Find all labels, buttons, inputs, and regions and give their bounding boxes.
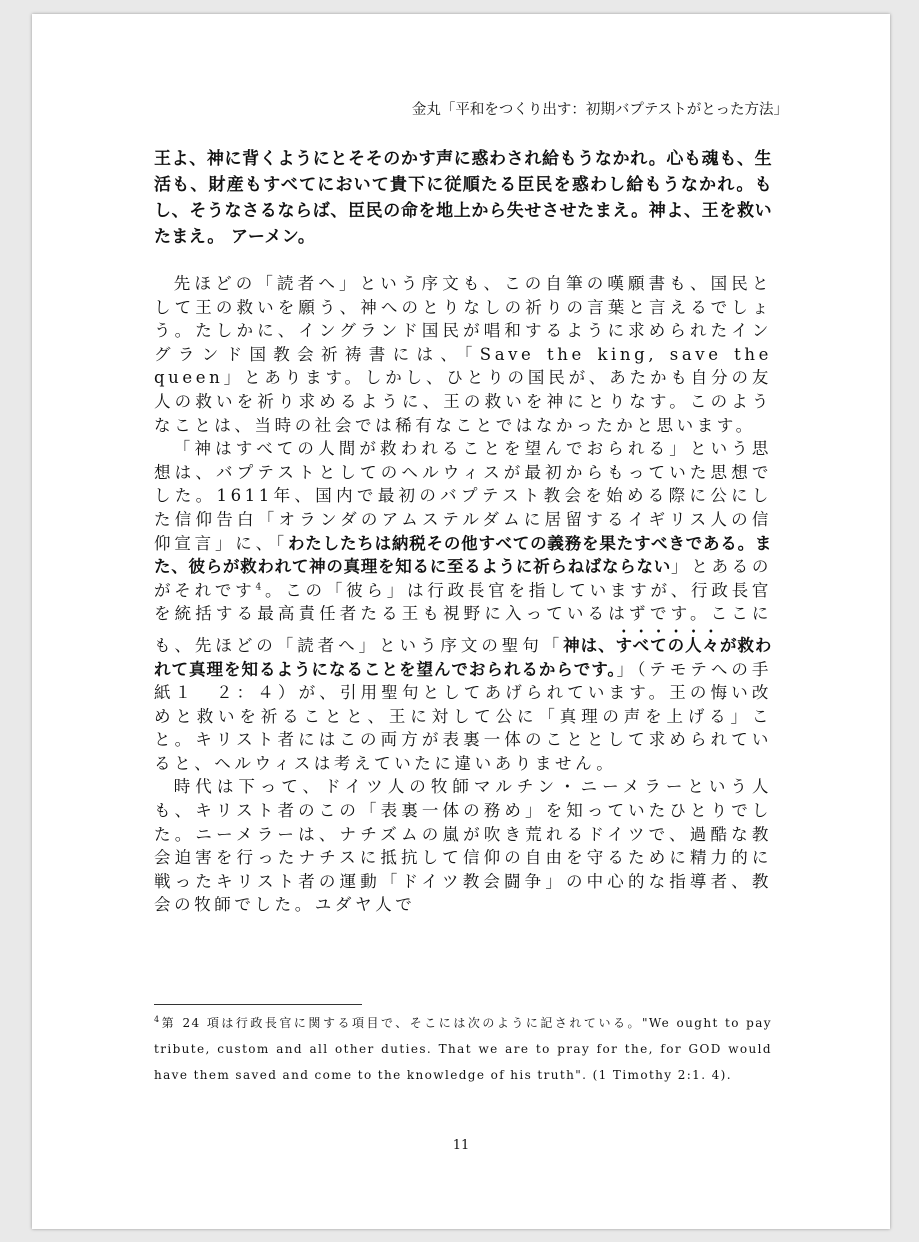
footnote-marker: 4 [154, 1015, 161, 1024]
scripture-quote-start: 神は、 [563, 635, 616, 655]
running-header: 金丸「平和をつくり出す：初期バプテストがとった方法」 [411, 102, 788, 118]
page-number: 11 [452, 1138, 470, 1153]
prayer-quote: 王よ、神に背くようにとそそのかす声に惑わされ給もうなかれ。心も魂も、生活も、財産もすべてにおいて貴下に従順たる臣民を惑わし給もうなかれ。もし、そうなさるならば、臣民の命を地上から失せさせたまえ。神よ、王を救いたまえ。 アーメン。 [154, 149, 772, 247]
document-page [32, 14, 890, 1229]
confession-quote: わたしたちは納税その他すべての義務を果たすべきである。また、彼らが救われて神の真理を知るに至るように祈らねばならない [154, 533, 773, 577]
scripture-quote-end: が救われて真理を知るようになることを望んでおられるからです。 [154, 635, 772, 679]
footnote-reference[interactable]: 4 [255, 582, 265, 593]
paragraph-2-text-b: 」とあるのがそれです [154, 557, 773, 600]
footnote [154, 1010, 772, 1088]
footnote-text: 第 24 項は行政長官に関する項目で、そこには次のように記されている。"We ought to pay tribute, custom and all other duties. That we are to pray for the, for GOD would have them saved and come to the knowledge of his truth". (1 Timothy 2:1. 4). [154, 1016, 772, 1082]
paragraph-3: 時代は下って、ドイツ人の牧師マルチン・ニーメラーという人も、キリスト者のこの「表裏一体の務め」を知っていたひとりでした。ニーメラーは、ナチズムの嵐が吹き荒れるドイツで、過酷な教会迫害を行ったナチスに抵抗して信仰の自由を守るために精力的に戦ったキリスト者の運動「ドイツ教会闘争」の中心的な指導者、教会の牧師でした。ユダヤ人で [154, 777, 772, 915]
main-body [154, 272, 772, 917]
paragraph-2-text-c: 。この「彼ら」は行政長官を指していますが、行政長官を統括する最高責任者たる王も視野に入っているはずです。ここにも、先ほどの「読者へ」という序文の聖句「 [154, 580, 773, 655]
paragraph-2-text-d: 」（テモテへの手紙１ ２：４）が、引用聖句としてあげられています。王の悔い改めと救いを祈ることと、王に対して公に「真理の声を上げる」こと。キリスト者にはこの両方が表裏一体のこととして求められていると、ヘルウィスは考えていたに違いありません。 [154, 659, 772, 773]
paragraph-2-text-a: 「神はすべての人間が救われることを望んでおられる」という思想は、バプテストとしてのヘルウィスが最初からもっていた思想でした。1611年、国内で最初のバプテスト教会を始める際に公にした信仰告白「オランダのアムステルダムに居留するイギリス人の信仰宣言」に、「 [154, 439, 772, 553]
footnote-divider [154, 1004, 362, 1005]
paragraph-1: 先ほどの「読者へ」という序文も、この自筆の嘆願書も、国民として王の救いを願う、神へのとりなしの祈りの言葉と言えるでしょう。たしかに、イングランド国民が唱和するように求められたイングランド国教会祈祷書には、「Save the king, save the queen」とあります。しかし、ひとりの国民が、あたかも自分の友人の救いを祈り求めるように、王の救いを神にとりなす。このようなことは、当時の社会では稀有なことではなかったかと思います。 [154, 274, 772, 435]
scripture-quote-emphasis: すべての人々 [615, 635, 720, 655]
paragraph-2 [154, 437, 772, 775]
